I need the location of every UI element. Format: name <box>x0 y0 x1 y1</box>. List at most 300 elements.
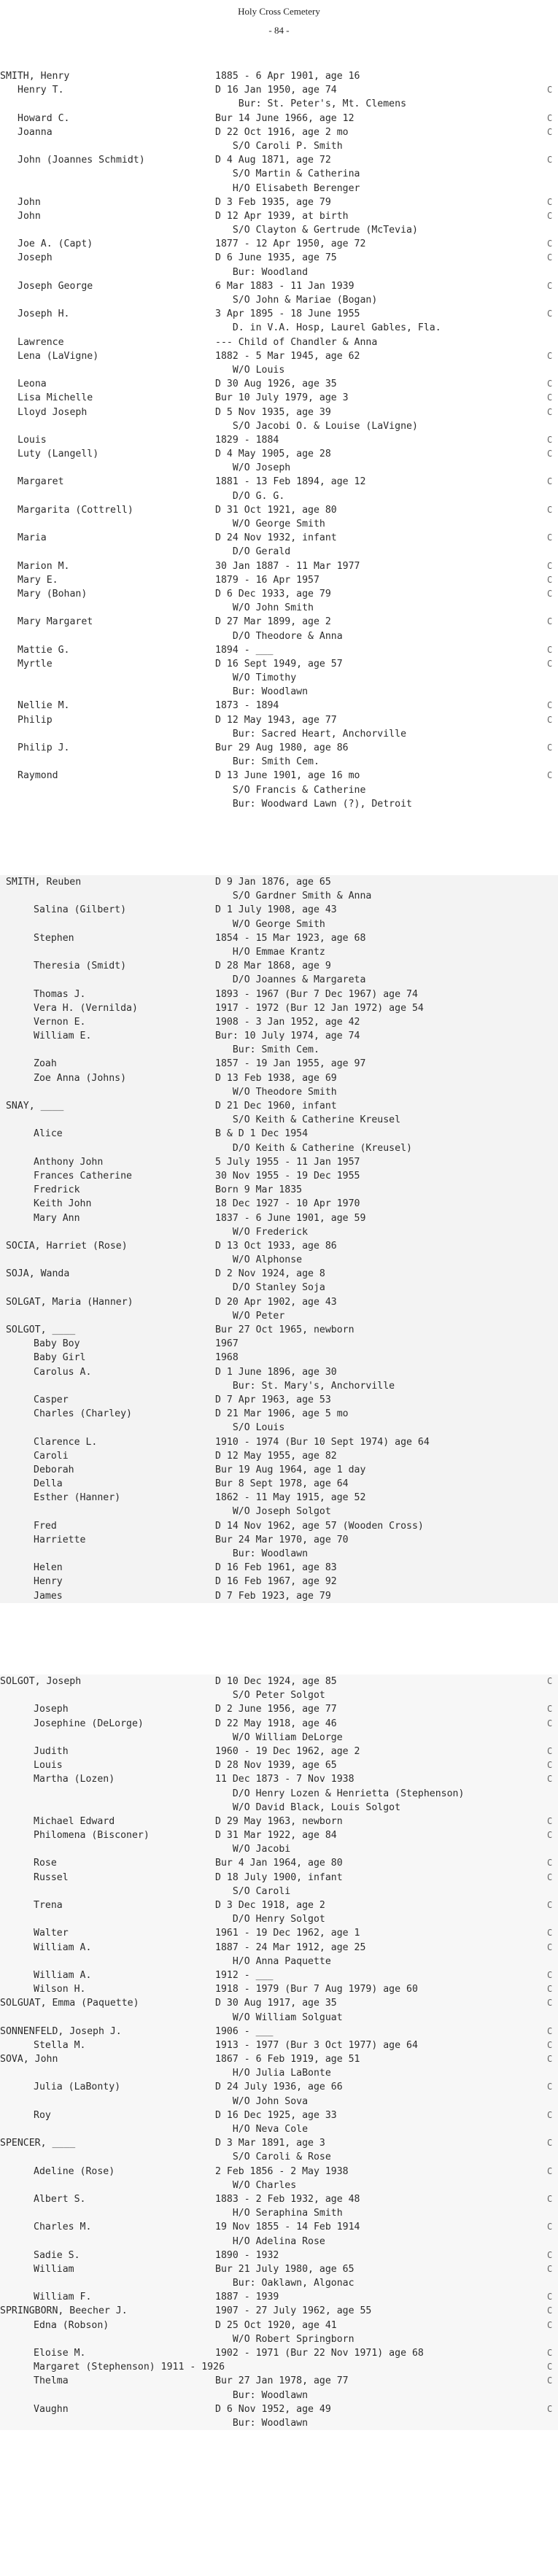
record-row <box>0 1491 558 1505</box>
record-dates: 1918 - 1979 (Bur 7 Aug 1979) age 60 <box>215 1984 418 1995</box>
record-row <box>0 2136 558 2150</box>
record-row <box>0 1519 558 1533</box>
record-row <box>0 1547 558 1561</box>
record-dates: Bur 8 Sept 1978, age 64 <box>215 1478 349 1490</box>
record-name: SOLGUAT, Emma (Paquette) <box>0 1998 139 2009</box>
record-row <box>0 755 558 769</box>
record-marker: C <box>547 616 553 627</box>
record-row <box>0 643 558 657</box>
record-dates: D 20 Apr 1902, age 43 <box>215 1296 337 1308</box>
record-name: Charles (Charley) <box>34 1408 132 1420</box>
record-name: Margaret (Stephenson) 1911 - 1926 <box>34 2362 225 2373</box>
record-dates: 1862 - 11 May 1915, age 52 <box>215 1492 366 1504</box>
record-row <box>0 1029 558 1043</box>
record-name: SNAY, ____ <box>0 1101 64 1112</box>
record-dates: D/O Henry Solgot <box>215 1914 325 1925</box>
record-row <box>0 875 558 889</box>
record-dates: Bur 19 Aug 1964, age 1 day <box>215 1464 366 1475</box>
record-dates: D 13 June 1901, age 16 mo <box>215 770 360 782</box>
record-name: William A. <box>34 1941 92 1953</box>
record-name: Vaughn <box>34 2403 69 2415</box>
record-marker: C <box>547 1676 553 1686</box>
record-marker: C <box>547 2138 553 2149</box>
record-dates: Bur: St. Peter's, Mt. Clemens <box>215 98 407 110</box>
record-name: Lena (LaVigne) <box>18 350 99 362</box>
record-dates: Bur: Woodlawn <box>215 686 309 698</box>
record-marker: C <box>547 85 553 96</box>
record-row <box>0 517 558 531</box>
record-row <box>0 889 558 903</box>
record-row <box>0 2150 558 2164</box>
record-dates: 1857 - 19 Jan 1955, age 97 <box>215 1058 366 1070</box>
record-dates: W/O Theodore Smith <box>215 1086 337 1098</box>
record-name: Joseph <box>34 1704 69 1715</box>
record-name: Henry T. <box>18 85 64 96</box>
record-name: SOLGAT, Maria (Hanner) <box>0 1296 133 1308</box>
section-smith-henry <box>0 69 558 811</box>
record-name: SOLGOT, ____ <box>0 1324 76 1335</box>
record-name: Luty (Langell) <box>18 449 99 460</box>
record-name: Deborah <box>34 1464 74 1475</box>
record-name: Josephine (DeLorge) <box>34 1718 144 1729</box>
record-name: Mary Margaret <box>18 616 93 628</box>
record-dates: D/O Keith & Catherine (Kreusel) <box>215 1142 412 1154</box>
record-marker: C <box>547 770 553 781</box>
record-name: Margaret <box>18 476 64 488</box>
record-row <box>0 2192 558 2206</box>
record-dates: D 16 Feb 1961, age 83 <box>215 1562 337 1574</box>
record-dates: W/O Louis <box>215 364 285 376</box>
record-name: Stephen <box>34 932 74 944</box>
record-name: Michael Edward <box>34 1815 115 1827</box>
record-row <box>0 1477 558 1491</box>
record-row <box>0 433 558 447</box>
record-row <box>0 1955 558 1968</box>
record-row <box>0 475 558 489</box>
record-dates: H/O Adelina Rose <box>215 2235 325 2247</box>
record-dates: 18 Dec 1927 - 10 Apr 1970 <box>215 1198 360 1210</box>
record-row <box>0 1815 558 1828</box>
record-name: Myrtle <box>18 658 53 670</box>
record-dates: Born 9 Mar 1835 <box>215 1184 303 1196</box>
record-dates: D 12 Apr 1939, at birth <box>215 210 349 222</box>
record-dates: D 28 Nov 1939, age 65 <box>215 1760 337 1772</box>
record-name: Wilson H. <box>34 1984 86 1995</box>
record-dates: D 30 Aug 1917, age 35 <box>215 1998 337 2009</box>
record-name: Zoe Anna (Johns) <box>34 1072 127 1084</box>
section-solgot-to-springborn <box>0 1675 558 2430</box>
record-dates: 1910 - 1974 (Bur 10 Sept 1974) age 64 <box>215 1436 430 1448</box>
record-row <box>0 1941 558 1955</box>
record-dates: Bur: Woodlawn <box>215 2417 309 2429</box>
record-name: Albert S. <box>34 2193 86 2205</box>
record-row <box>0 1099 558 1113</box>
record-marker: C <box>547 1704 553 1715</box>
record-name: Anthony John <box>34 1156 104 1168</box>
record-row <box>0 1885 558 1898</box>
record-marker: C <box>547 434 553 445</box>
record-row <box>0 1211 558 1225</box>
record-marker: C <box>547 449 553 459</box>
record-dates: Bur 27 Jan 1978, age 77 <box>215 2375 349 2387</box>
record-dates: S/O Francis & Catherine <box>215 784 366 796</box>
record-row <box>0 1505 558 1518</box>
record-dates: 1885 - 6 Apr 1901, age 16 <box>215 71 360 82</box>
record-row <box>0 2402 558 2416</box>
record-dates: W/O Joseph Solgot <box>215 1506 331 1518</box>
record-row <box>0 973 558 987</box>
record-marker: C <box>547 1760 553 1771</box>
record-row <box>0 1589 558 1603</box>
record-row <box>0 1071 558 1085</box>
record-dates: W/O Robert Springborn <box>215 2333 354 2345</box>
record-marker: C <box>547 1718 553 1729</box>
record-row <box>0 1856 558 1870</box>
record-row <box>0 1379 558 1393</box>
record-row <box>0 321 558 335</box>
record-name: SMITH, Reuben <box>0 877 82 888</box>
record-row <box>0 2108 558 2122</box>
record-row <box>0 2235 558 2249</box>
record-dates: D 3 Mar 1891, age 3 <box>215 2138 325 2149</box>
record-dates: 1917 - 1972 (Bur 12 Jan 1972) age 54 <box>215 1002 424 1014</box>
record-row <box>0 601 558 615</box>
record-row <box>0 1772 558 1786</box>
record-marker: C <box>547 309 553 319</box>
record-marker: C <box>547 126 553 137</box>
record-row <box>0 1982 558 1996</box>
record-row <box>0 1926 558 1940</box>
record-dates: Bur 14 June 1966, age 12 <box>215 112 354 124</box>
record-name: Joe A. (Capt) <box>18 238 93 250</box>
record-name: Mattie G. <box>18 644 70 656</box>
record-marker: C <box>547 644 553 655</box>
record-marker: C <box>547 196 553 207</box>
record-dates: Bur: Woodward Lawn (?), Detroit <box>215 798 412 810</box>
record-row <box>0 531 558 545</box>
record-row <box>0 153 558 167</box>
record-row <box>0 1533 558 1547</box>
record-dates: D 3 Feb 1935, age 79 <box>215 196 331 208</box>
record-dates: D 22 May 1918, age 46 <box>215 1718 337 1729</box>
record-dates: 30 Nov 1955 - 19 Dec 1955 <box>215 1170 360 1182</box>
record-dates: 5 July 1955 - 11 Jan 1957 <box>215 1156 360 1168</box>
record-marker: C <box>547 1969 553 1980</box>
record-marker: C <box>547 2193 553 2204</box>
record-row <box>0 741 558 755</box>
record-row <box>0 1968 558 1982</box>
record-name: William <box>34 2263 74 2275</box>
record-dates: W/O Timothy <box>215 672 297 684</box>
record-row <box>0 587 558 601</box>
record-dates: D 24 July 1936, age 66 <box>215 2082 343 2093</box>
record-marker: C <box>547 2305 553 2316</box>
record-dates: B & D 1 Dec 1954 <box>215 1128 309 1140</box>
record-dates: Bur 29 Aug 1980, age 86 <box>215 742 349 753</box>
record-dates: H/O Emmae Krantz <box>215 946 325 958</box>
record-row <box>0 1575 558 1588</box>
record-row <box>0 293 558 307</box>
record-dates: S/O Jacobi O. & Louise (LaVigne) <box>215 420 418 432</box>
record-dates: D 4 Aug 1871, age 72 <box>215 155 331 166</box>
record-dates: Bur 21 July 1980, age 65 <box>215 2263 354 2275</box>
record-row <box>0 559 558 573</box>
record-name: Clarence L. <box>34 1436 98 1448</box>
record-row <box>0 1421 558 1435</box>
record-dates: D 1 July 1908, age 43 <box>215 904 337 916</box>
record-row <box>0 1745 558 1758</box>
record-name: Vernon E. <box>34 1016 86 1028</box>
record-row <box>0 97 558 111</box>
record-dates: W/O John Smith <box>215 602 314 614</box>
record-row <box>0 461 558 475</box>
record-row <box>0 713 558 727</box>
record-marker: C <box>547 2165 553 2176</box>
record-name: Philip J. <box>18 742 70 753</box>
record-dates: S/O Gardner Smith & Anna <box>215 891 372 902</box>
record-name: Trena <box>34 1900 63 1911</box>
record-name: Casper <box>34 1394 69 1405</box>
record-name: Lloyd Joseph <box>18 406 88 418</box>
record-dates: W/O George Smith <box>215 918 325 930</box>
record-row <box>0 1842 558 1856</box>
record-dates: 1873 - 1894 <box>215 700 279 712</box>
record-dates: W/O Frederick <box>215 1226 309 1238</box>
record-marker: C <box>547 1858 553 1869</box>
record-name: Theresia (Smidt) <box>34 961 127 972</box>
record-dates: W/O William DeLorge <box>215 1731 343 1743</box>
record-row <box>0 307 558 321</box>
record-row <box>0 1407 558 1421</box>
record-dates: D 6 Nov 1952, age 49 <box>215 2403 331 2415</box>
record-marker: C <box>547 588 553 599</box>
record-dates: D 24 Nov 1932, infant <box>215 532 337 544</box>
record-dates: D/O Joannes & Margareta <box>215 974 366 986</box>
record-dates: 1854 - 15 Mar 1923, age 68 <box>215 932 366 944</box>
record-name: Nellie M. <box>18 700 70 712</box>
record-name: SONNENFELD, Joseph J. <box>0 2025 122 2037</box>
record-row <box>0 1057 558 1071</box>
record-dates: 1960 - 19 Dec 1962, age 2 <box>215 1745 360 1757</box>
record-name: Salina (Gilbert) <box>34 904 127 916</box>
record-row <box>0 1898 558 1912</box>
record-row <box>0 391 558 405</box>
record-row <box>0 1365 558 1379</box>
record-row <box>0 1996 558 2010</box>
record-row <box>0 629 558 643</box>
record-name: Mary E. <box>18 574 58 586</box>
record-dates: D 4 May 1905, age 28 <box>215 449 331 460</box>
record-marker: C <box>547 2025 553 2036</box>
record-row <box>0 1435 558 1449</box>
record-dates: 1893 - 1967 (Bur 7 Dec 1967) age 74 <box>215 988 418 1000</box>
record-marker: C <box>547 2109 553 2120</box>
record-row <box>0 727 558 741</box>
record-row <box>0 671 558 685</box>
record-name: Russel <box>34 1871 69 1883</box>
record-row <box>0 2346 558 2360</box>
record-name: Stella M. <box>34 2039 86 2051</box>
record-name: Frances Catherine <box>34 1170 132 1182</box>
record-name: SPENCER, ____ <box>0 2138 76 2149</box>
record-dates: Bur: Woodlawn <box>215 2389 309 2401</box>
record-dates: 1890 - 1932 <box>215 2249 279 2261</box>
record-dates: D 12 May 1943, age 77 <box>215 714 337 726</box>
record-dates: D 3 Dec 1918, age 2 <box>215 1900 325 1911</box>
record-dates: Bur: Woodlawn <box>215 1548 309 1559</box>
record-name: Thelma <box>34 2375 69 2387</box>
record-marker: C <box>547 2263 553 2274</box>
record-name: Harriette <box>34 1534 86 1545</box>
record-name: Henry <box>34 1576 63 1588</box>
record-dates: 3 Apr 1895 - 18 June 1955 <box>215 309 360 320</box>
record-row <box>0 2332 558 2346</box>
record-dates: 2 Feb 1856 - 2 May 1938 <box>215 2165 349 2177</box>
record-marker: C <box>547 1871 553 1882</box>
record-row <box>0 1267 558 1281</box>
record-marker: C <box>547 1830 553 1841</box>
record-dates: 1894 - ___ <box>215 644 274 656</box>
record-row <box>0 1281 558 1295</box>
record-marker: C <box>547 742 553 753</box>
record-dates: D 18 July 1900, infant <box>215 1871 343 1883</box>
record-name: Helen <box>34 1562 63 1574</box>
record-row <box>0 1351 558 1365</box>
record-dates: D 13 Oct 1933, age 86 <box>215 1240 337 1252</box>
record-row <box>0 1169 558 1183</box>
record-marker: C <box>547 658 553 669</box>
record-name: Leona <box>18 379 47 390</box>
record-dates: D 29 May 1963, newborn <box>215 1815 343 1827</box>
record-row <box>0 2080 558 2094</box>
record-dates: S/O Peter Solgot <box>215 1690 325 1702</box>
record-row <box>0 1688 558 1702</box>
record-name: William F. <box>34 2292 92 2303</box>
record-row <box>0 489 558 503</box>
record-marker: C <box>547 1900 553 1910</box>
record-row <box>0 1197 558 1211</box>
record-row <box>0 1717 558 1731</box>
record-dates: D 14 Nov 1962, age 57 (Wooden Cross) <box>215 1520 424 1532</box>
record-row <box>0 1015 558 1029</box>
record-marker: C <box>547 238 553 249</box>
record-dates: W/O George Smith <box>215 519 325 529</box>
record-row <box>0 1702 558 1716</box>
record-dates: D 21 Mar 1906, age 5 mo <box>215 1408 349 1420</box>
record-dates: D 2 June 1956, age 77 <box>215 1704 337 1715</box>
record-name: Carolus A. <box>34 1366 92 1378</box>
record-name: Julia (LaBonty) <box>34 2082 121 2093</box>
record-dates: D 22 Oct 1916, age 2 mo <box>215 126 349 138</box>
record-dates: D/O Gerald <box>215 546 291 558</box>
record-row <box>0 1463 558 1477</box>
record-row <box>0 2179 558 2192</box>
record-dates: S/O Keith & Catherine Kreusel <box>215 1114 401 1126</box>
record-name: Eloise M. <box>34 2348 86 2359</box>
record-dates: D 28 Mar 1868, age 9 <box>215 961 331 972</box>
record-dates: H/O Seraphina Smith <box>215 2208 343 2219</box>
record-row <box>0 182 558 195</box>
record-marker: C <box>547 2082 553 2092</box>
record-dates: 1906 - ___ <box>215 2025 274 2037</box>
record-marker: C <box>547 350 553 361</box>
record-row <box>0 1828 558 1842</box>
record-dates: 1908 - 3 Jan 1952, age 42 <box>215 1016 360 1028</box>
record-row <box>0 783 558 797</box>
record-row <box>0 797 558 811</box>
record-marker: C <box>547 2054 553 2065</box>
record-dates: D 12 May 1955, age 82 <box>215 1450 337 1462</box>
record-name: Louis <box>34 1760 63 1772</box>
record-name: Raymond <box>18 770 58 782</box>
record-row <box>0 2052 558 2066</box>
record-dates: W/O Jacobi <box>215 1844 291 1855</box>
record-row <box>0 1001 558 1015</box>
page-number: - 84 - <box>268 25 290 36</box>
record-dates: S/O Caroli & Rose <box>215 2152 331 2163</box>
record-dates: W/O Joseph <box>215 462 291 474</box>
record-dates: D 13 Feb 1938, age 69 <box>215 1072 337 1084</box>
record-dates: H/O Neva Cole <box>215 2124 309 2135</box>
record-row <box>0 769 558 783</box>
record-name: Vera H. (Vernilda) <box>34 1002 138 1014</box>
record-dates: D 7 Feb 1923, age 79 <box>215 1590 331 1602</box>
record-dates: 1867 - 6 Feb 1919, age 51 <box>215 2054 360 2065</box>
record-dates: W/O Charles <box>215 2179 297 2191</box>
record-row <box>0 406 558 419</box>
record-name: Charles M. <box>34 2222 92 2233</box>
record-row <box>0 125 558 139</box>
record-name: Margarita (Cottrell) <box>18 504 133 516</box>
record-row <box>0 2025 558 2038</box>
record-name: Baby Boy <box>34 1338 80 1350</box>
record-name: Keith John <box>34 1198 92 1210</box>
record-marker: C <box>547 2249 553 2260</box>
record-marker: C <box>547 280 553 291</box>
record-marker: C <box>547 574 553 585</box>
record-dates: D 21 Dec 1960, infant <box>215 1101 337 1112</box>
record-row <box>0 1085 558 1099</box>
record-row <box>0 2416 558 2430</box>
record-row <box>0 2276 558 2290</box>
record-row <box>0 503 558 517</box>
record-row <box>0 2122 558 2136</box>
record-row <box>0 917 558 931</box>
record-name: Joseph <box>18 252 53 264</box>
record-dates: D/O Theodore & Anna <box>215 630 343 642</box>
record-marker: C <box>547 560 553 571</box>
record-dates: S/O Caroli P. Smith <box>215 140 343 152</box>
record-row <box>0 1253 558 1267</box>
record-row <box>0 545 558 559</box>
record-row <box>0 69 558 83</box>
record-row <box>0 335 558 349</box>
record-marker: C <box>547 2348 553 2358</box>
record-name: Judith <box>34 1745 69 1757</box>
record-row <box>0 265 558 279</box>
record-dates: 1907 - 27 July 1962, age 55 <box>215 2305 372 2317</box>
record-name: Baby Girl <box>34 1352 86 1364</box>
record-row <box>0 1309 558 1323</box>
record-dates: D/O Henry Lozen & Henrietta (Stephenson) <box>215 1788 465 1799</box>
record-row <box>0 419 558 433</box>
record-dates: 11 Dec 1873 - 7 Nov 1938 <box>215 1774 354 1785</box>
record-dates: S/O Martin & Catherina <box>215 168 360 180</box>
record-name: SOLGOT, Joseph <box>0 1676 82 1687</box>
record-dates: D 31 Mar 1922, age 84 <box>215 1830 337 1842</box>
record-marker: C <box>547 392 553 403</box>
record-marker: C <box>547 379 553 389</box>
